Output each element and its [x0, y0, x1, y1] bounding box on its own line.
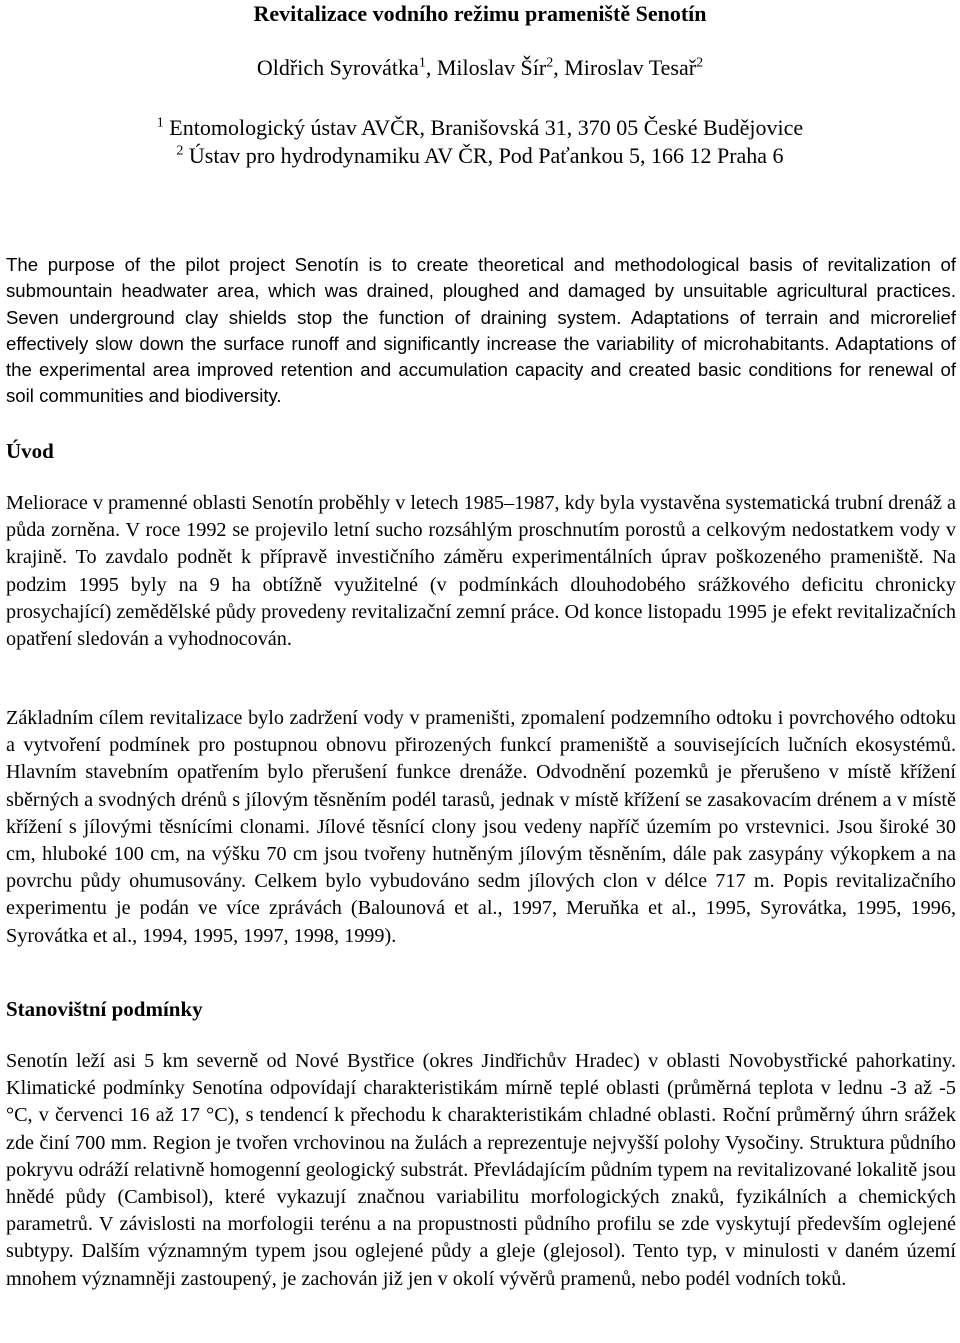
author-name: Oldřich Syrovátka [256, 55, 419, 80]
abstract: The purpose of the pilot project Senotín is to create theoretical and methodological basis of revitalization of submountain headwater area, which was drained, ploughed and damaged by unsuitable agricultural practices. Seven underground clay shields stop the function of draining system. Adaptations of terrain and microrelief effectively slow down the surface runoff and significantly increase the variability of microhabitants. Adaptations of the experimental area improved retention and accumulation capacity and created basic conditions for renewal of soil communities and biodiversity. [6, 254, 956, 407]
paragraph: Základním cílem revitalizace bylo zadržení vody v prameništi, zpomalení podzemního odtoku i povrchového odtoku a vytvoření podmínek pro postupnou obnovu přirozených funkcí prameniště a souvisejících lučních ekosystémů. Hlavním stavebním opatřením bylo přerušení funkce drenáže. Odvodnění pozemků je přerušeno v místě křížení sběrných a svodných drénů s jílovým těsněním podél tarasů, jednak v místě křížení se zasakovacím drénem a v místě křížení s jílovými těsnícími clonami. Jílové těsnící clony jsou vedeny napříč územím po vrstevnici. Jsou široké 30 cm, hluboké 100 cm, na výšku 70 cm jsou tvořeny hutněným jílovým těsněním, dále pak zasypány výkopkem a na povrchu půdy ohumusovány. Celkem bylo vybudováno sedm jílových clon v délce 717 m. Popis revitalizačního experimentu je podán ve více zprávách (Balounová et al., 1997, Meruňka et al., 1995, Syrovátka, 1995, 1996, Syrovátka et al., 1994, 1995, 1997, 1998, 1999). [6, 707, 956, 947]
affiliation-number: 1 [156, 115, 164, 131]
author-affil-marker: 2 [696, 55, 704, 71]
author-affil-marker: 1 [418, 55, 426, 71]
affiliation-text: Ústav pro hydrodynamiku AV ČR, Pod Paťankou 5, 166 12 Praha 6 [188, 143, 784, 168]
author-line: Oldřich Syrovátka$^1$, Miloslav Šír$^2$, Miroslav Tesař$^2$ [256, 55, 704, 80]
paragraph: Senotín leží asi 5 km severně od Nové Bystřice (okres Jindřichův Hradec) v oblasti Novobystřické pahorkatiny. Klimatické podmínky Senotína odpovídají charakteristikám mírně teplé oblasti (průměrná teplota v lednu -3 až -5 °C, v červenci 16 až 17 °C), s tendencí k přechodu k charakteristikám chladné oblasti. Roční průměrný úhrn srážek zde činí 700 mm. Region je tvořen vrchovinou na žulách a reprezentuje nejvyšší polohy Vysočiny. Struktura půdního pokryvu odráží relativně homogenní geologický substrát. Převládajícím půdním typem na revitalizované lokalitě jsou hnědé půdy (Cambisol), které vykazují značnou variabilitu morfologických znaků, fyzikálních a chemických parametrů. V závislosti na morfologii terénu a na propustnosti půdního profilu se zde vyskytují především oglejené subtypy. Dalším významným typem jsou oglejené půdy a gleje (glejosol). Tento typ, v minulosti v daném území mnohem významněji zastoupený, je zachován již jen v okolí vývěrů pramenů, nebo podél vodních toků. [6, 1050, 956, 1290]
paper-title: Revitalizace vodního režimu prameniště Senotín [253, 1, 707, 26]
affiliation-text: Entomologický ústav AVČR, Branišovská 31, 370 05 České Budějovice [169, 115, 804, 140]
author-name: Miroslav Tesař [564, 55, 697, 80]
paragraph: Meliorace v pramenné oblasti Senotín proběhly v letech 1985–1987, kdy byla vystavěna systematická trubní drenáž a půda zorněna. V roce 1992 se projevilo letní sucho rozsáhlým proschnutím porostů a celkovým nedostatkem vody v krajině. To zavdalo podnět k přípravě investičního záměru experimentálních úprav poškozeného prameniště. Na podzim 1995 byly na 9 ha obtížně využitelné (v podmínkách dlouhodobého srážkového deficitu chronicky prosychající) zemědělské půdy provedeny revitalizační zemní práce. Od konce listopadu 1995 je efekt revitalizačních opatření sledován a vyhodnocován. [6, 492, 956, 651]
affiliation [0, 114, 960, 142]
affiliation-number: 2 [176, 143, 184, 159]
section-heading: Stanovištní podmínky [6, 997, 203, 1021]
author-name: Miloslav Šír [436, 55, 547, 80]
section-heading: Úvod [6, 439, 54, 463]
author-affil-marker: 2 [546, 55, 554, 71]
affiliation [0, 142, 960, 170]
